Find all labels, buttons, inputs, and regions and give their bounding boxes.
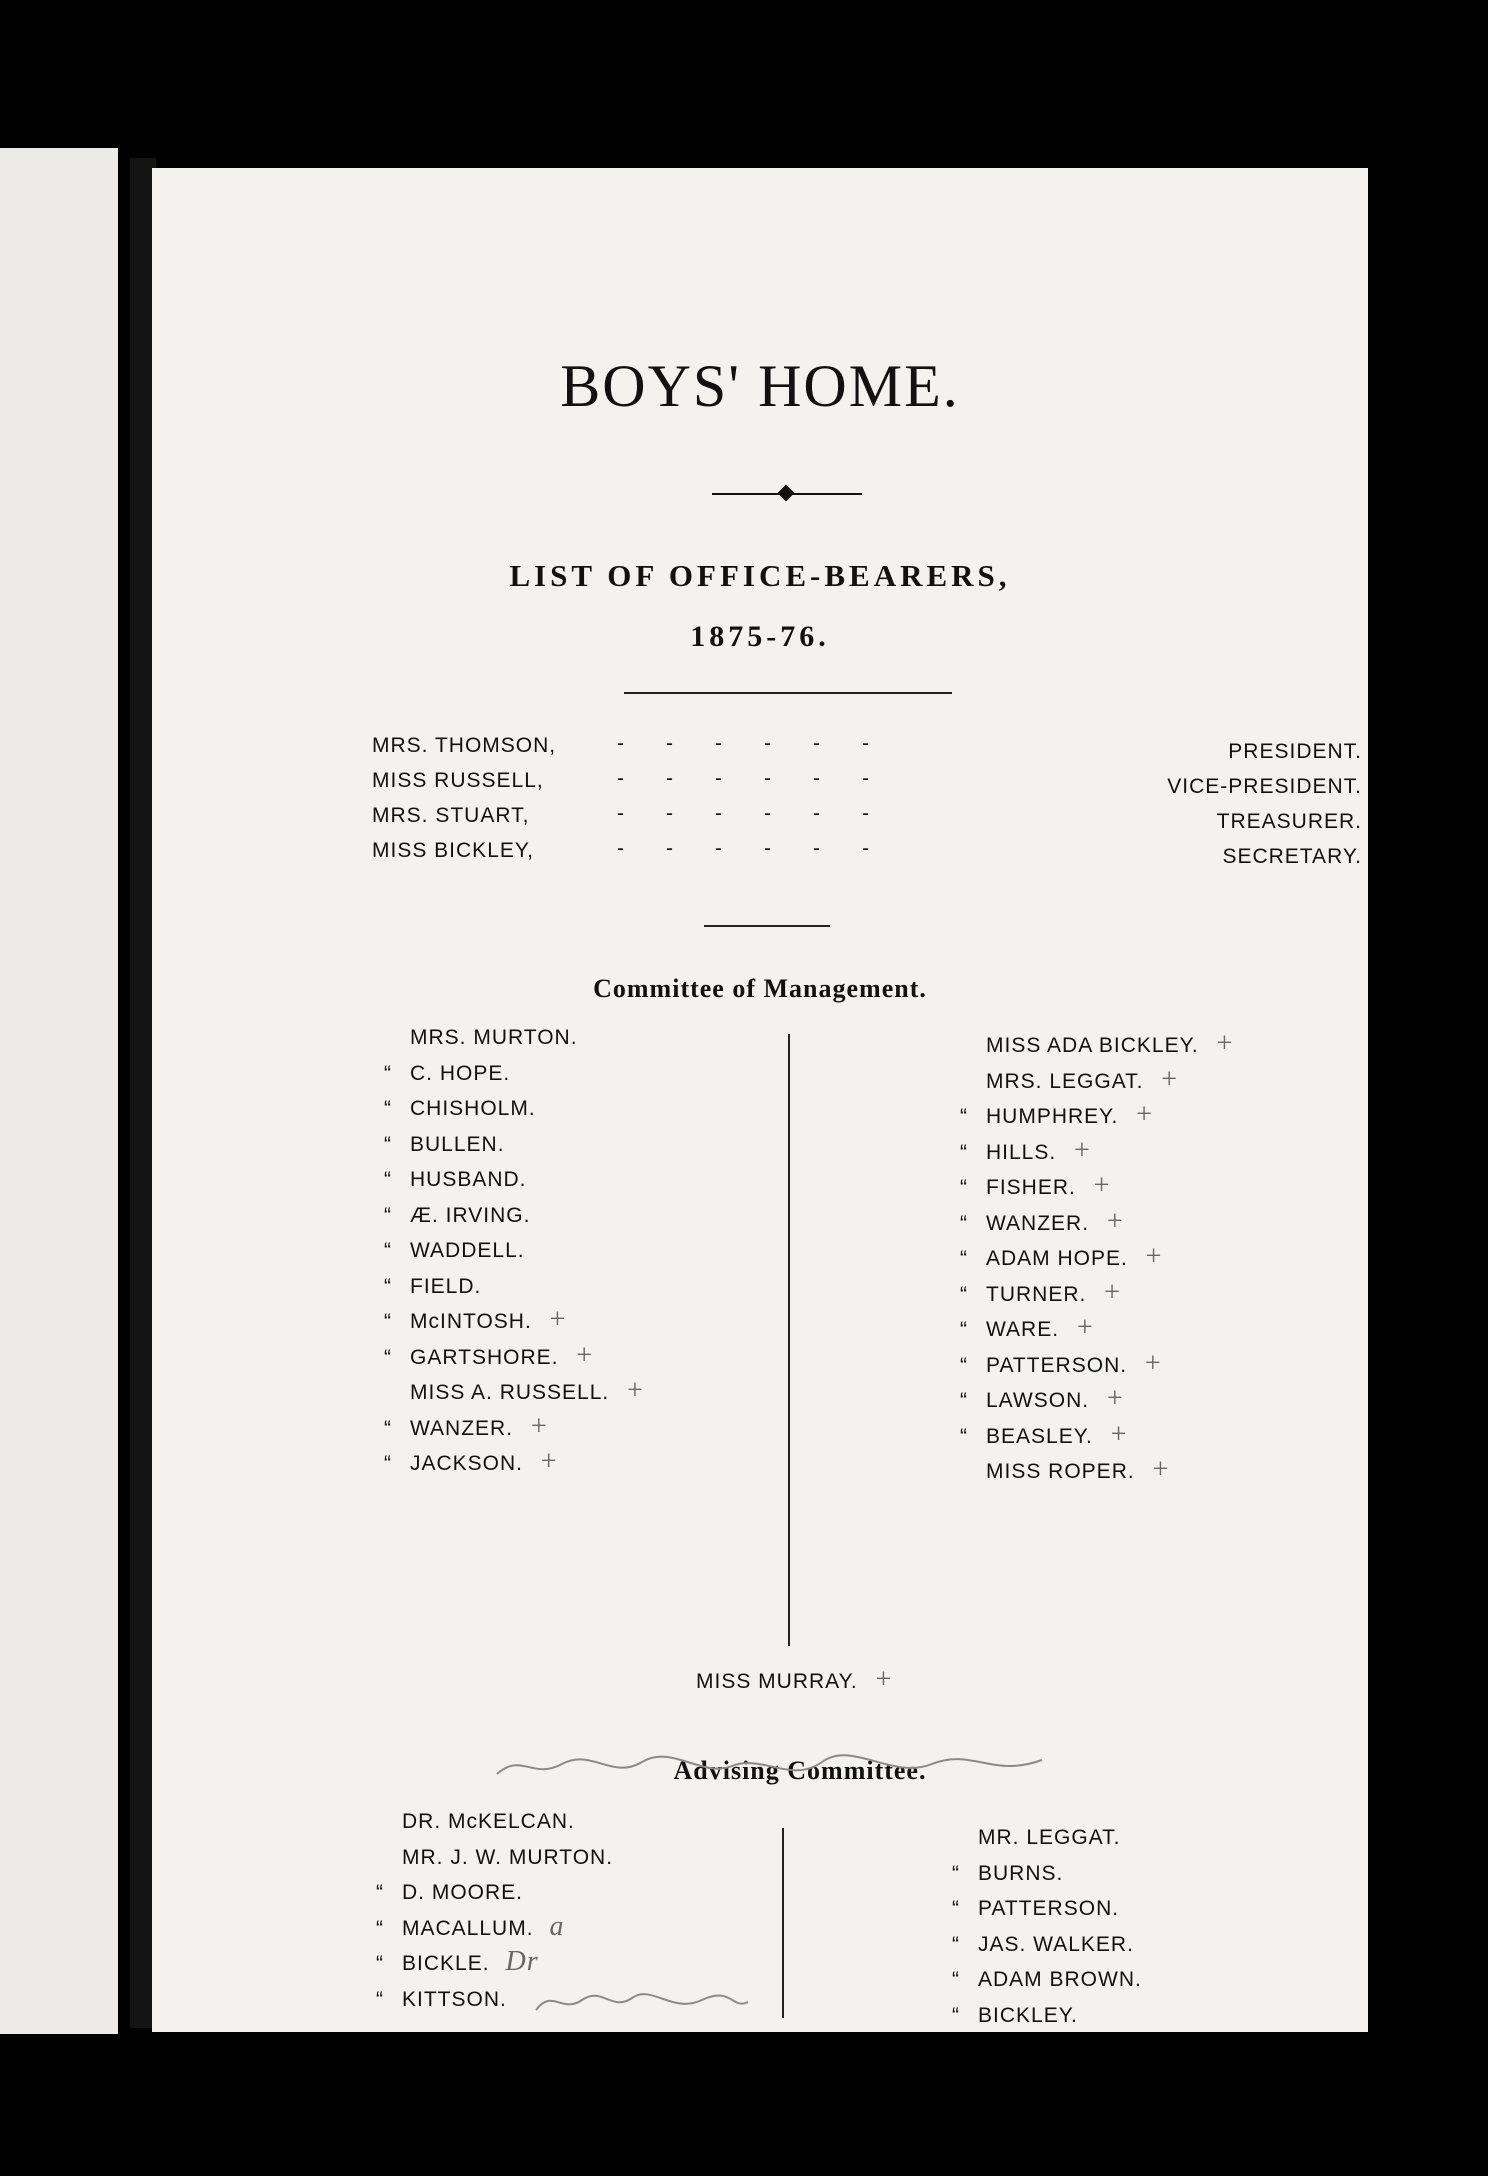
member-entry <box>938 1891 1158 1927</box>
member-entry <box>370 1198 645 1234</box>
management-center-entry <box>696 1664 894 1700</box>
member-name: JACKSON. <box>410 1452 524 1475</box>
officer-row <box>372 804 1362 838</box>
pencil-scribble <box>532 1982 752 2022</box>
officer-title: PRESIDENT. <box>1228 740 1362 763</box>
advising-heading: Advising Committee. <box>673 1756 927 1785</box>
divider-rule <box>704 925 830 927</box>
member-name: MISS ADA BICKLEY. <box>986 1034 1199 1057</box>
member-name: CHISHOLM. <box>410 1097 536 1120</box>
management-left-column <box>370 1020 645 1482</box>
member-name: ADAM HOPE. <box>986 1247 1128 1270</box>
advising-right-column <box>938 1820 1158 2033</box>
title-ornament <box>712 487 862 501</box>
member-name: TURNER. <box>986 1282 1087 1306</box>
member-name: FISHER. <box>986 1176 1076 1199</box>
ditto-mark: “ <box>960 1140 968 1164</box>
member-name: MR. J. W. MURTON. <box>402 1845 614 1869</box>
column-divider <box>782 1828 784 2018</box>
member-name: PATTERSON. <box>986 1353 1128 1377</box>
pencil-mark: + <box>1075 1312 1095 1343</box>
ditto-mark: “ <box>952 1968 960 1991</box>
member-entry <box>946 1028 1235 1064</box>
document-page <box>152 168 1368 2032</box>
member-name: BURNS. <box>978 1861 1064 1885</box>
ditto-mark: “ <box>384 1274 392 1298</box>
ditto-mark: “ <box>384 1239 392 1262</box>
officer-title: VICE-PRESIDENT. <box>1167 775 1362 798</box>
member-entry <box>370 1375 645 1411</box>
management-heading: Committee of Management. <box>593 974 927 1003</box>
member-name: KITTSON. <box>402 1987 507 2011</box>
member-entry <box>370 1056 645 1092</box>
pencil-mark: + <box>1159 1063 1180 1095</box>
member-name: ADAM BROWN. <box>978 1968 1142 1991</box>
ditto-mark: “ <box>952 2003 960 2027</box>
member-name: MISS A. RUSSELL. <box>410 1381 610 1404</box>
leader-dots: ------ <box>617 732 911 755</box>
pencil-mark: + <box>1150 1454 1171 1485</box>
member-entry <box>370 1269 645 1305</box>
member-name: BICKLE. <box>402 1952 490 1975</box>
member-name: WANZER. <box>410 1416 514 1440</box>
member-name: MR. LEGGAT. <box>978 1826 1121 1849</box>
member-name: MISS MURRAY. <box>696 1670 858 1693</box>
ditto-mark: “ <box>960 1176 968 1199</box>
member-entry <box>362 1804 629 1840</box>
member-entry <box>946 1241 1235 1277</box>
officer-name: MISS BICKLEY, <box>372 839 535 862</box>
ditto-mark: “ <box>952 1932 960 1956</box>
ditto-mark: “ <box>952 1861 960 1885</box>
ditto-mark: “ <box>384 1345 392 1369</box>
ditto-mark: “ <box>960 1282 968 1306</box>
member-entry <box>938 1962 1158 1998</box>
member-entry <box>946 1099 1235 1135</box>
pencil-mark: + <box>1214 1028 1235 1059</box>
page-title: BOYS' HOME. <box>560 353 960 419</box>
member-entry <box>370 1091 645 1127</box>
pencil-mark: + <box>1091 1170 1112 1201</box>
ditto-mark: “ <box>960 1318 968 1341</box>
ditto-mark: “ <box>960 1211 968 1235</box>
member-entry <box>370 1411 645 1447</box>
officer-name: MRS. STUART, <box>372 804 530 827</box>
member-entry <box>362 1946 629 1982</box>
ditto-mark: “ <box>384 1061 392 1085</box>
ditto-mark: “ <box>960 1353 968 1377</box>
pencil-mark: a <box>549 1910 565 1942</box>
pencil-mark: + <box>1143 1241 1164 1272</box>
ditto-mark: “ <box>960 1389 968 1412</box>
officer-row <box>372 734 1362 768</box>
ditto-mark: “ <box>384 1452 392 1475</box>
member-name: PATTERSON. <box>978 1897 1120 1920</box>
member-name: LAWSON. <box>986 1389 1090 1412</box>
ditto-mark: “ <box>376 1916 384 1940</box>
member-name: WADDELL. <box>410 1239 525 1262</box>
member-entry <box>938 1927 1158 1963</box>
member-name: HILLS. <box>986 1140 1057 1164</box>
member-name: MACALLUM. <box>402 1916 534 1940</box>
ditto-mark: “ <box>376 1987 384 2011</box>
officer-name: MRS. THOMSON, <box>372 734 557 757</box>
pencil-mark: + <box>1134 1099 1155 1130</box>
member-entry <box>370 1127 645 1163</box>
member-name: MISS ROPER. <box>986 1460 1135 1483</box>
pencil-mark: + <box>1108 1418 1129 1450</box>
ditto-mark: “ <box>384 1203 392 1227</box>
member-entry <box>938 1820 1158 1856</box>
pencil-mark: + <box>547 1304 568 1335</box>
pencil-mark: + <box>539 1446 559 1477</box>
pencil-mark: + <box>1105 1205 1125 1237</box>
officer-title: SECRETARY. <box>1222 845 1362 868</box>
facing-page-edge <box>0 148 118 2034</box>
pencil-scribble <box>492 1750 1052 1774</box>
pencil-mark: + <box>1102 1276 1123 1308</box>
member-name: McINTOSH. <box>410 1310 532 1333</box>
pencil-mark: + <box>873 1664 894 1695</box>
ditto-mark: “ <box>960 1247 968 1270</box>
member-name: HUSBAND. <box>410 1168 527 1191</box>
member-entry <box>946 1419 1235 1455</box>
officer-name: MISS RUSSELL, <box>372 769 544 792</box>
leader-dots: ------ <box>617 767 911 790</box>
member-name: JAS. WALKER. <box>978 1932 1134 1956</box>
member-entry <box>362 1840 629 1876</box>
ditto-mark: “ <box>952 1897 960 1920</box>
member-name: WANZER. <box>986 1211 1090 1235</box>
member-name: WARE. <box>986 1318 1060 1341</box>
member-name: MRS. LEGGAT. <box>986 1069 1144 1093</box>
ditto-mark: “ <box>384 1310 392 1333</box>
member-name: GARTSHORE. <box>410 1345 559 1369</box>
list-heading: LIST OF OFFICE-BEARERS, <box>509 558 1011 593</box>
ditto-mark: “ <box>376 1881 384 1904</box>
officer-row <box>372 839 1362 873</box>
pencil-mark: + <box>574 1339 595 1371</box>
pencil-mark: Dr <box>505 1946 539 1977</box>
ditto-mark: “ <box>384 1168 392 1191</box>
member-entry <box>946 1454 1235 1490</box>
pencil-mark: + <box>1105 1383 1125 1414</box>
officer-title: TREASURER. <box>1216 810 1362 833</box>
pencil-mark: + <box>1143 1347 1163 1379</box>
member-entry <box>946 1348 1235 1384</box>
member-entry <box>946 1206 1235 1242</box>
ditto-mark: “ <box>960 1105 968 1128</box>
member-entry <box>370 1340 645 1376</box>
pencil-mark: + <box>529 1410 549 1442</box>
member-entry <box>946 1170 1235 1206</box>
member-entry <box>370 1162 645 1198</box>
member-name: FIELD. <box>410 1274 482 1298</box>
pencil-mark: + <box>625 1375 646 1406</box>
leader-dots: ------ <box>617 802 911 825</box>
column-divider <box>788 1034 790 1646</box>
member-name: HUMPHREY. <box>986 1105 1119 1128</box>
ditto-mark: “ <box>384 1416 392 1440</box>
member-entry <box>946 1064 1235 1100</box>
ditto-mark: “ <box>376 1952 384 1975</box>
officer-row <box>372 769 1362 803</box>
member-entry <box>370 1020 645 1056</box>
management-right-column <box>946 1028 1235 1490</box>
member-name: MRS. MURTON. <box>410 1026 578 1049</box>
member-entry <box>938 1998 1158 2034</box>
member-entry <box>946 1135 1235 1171</box>
pencil-mark: + <box>1072 1134 1093 1166</box>
member-entry <box>362 1875 629 1911</box>
member-name: C. HOPE. <box>410 1061 511 1085</box>
member-entry <box>938 1856 1158 1892</box>
member-name: BULLEN. <box>410 1132 505 1156</box>
member-entry <box>946 1277 1235 1313</box>
member-entry <box>370 1304 645 1340</box>
member-entry <box>946 1383 1235 1419</box>
member-name: BICKLEY. <box>978 2003 1078 2027</box>
year-heading: 1875-76. <box>690 620 830 653</box>
divider-rule <box>624 692 952 694</box>
member-entry <box>362 1911 629 1947</box>
member-name: Æ. IRVING. <box>410 1203 531 1227</box>
ditto-mark: “ <box>384 1132 392 1156</box>
ditto-mark: “ <box>960 1424 968 1448</box>
ditto-mark: “ <box>384 1097 392 1120</box>
member-entry <box>370 1233 645 1269</box>
member-entry <box>946 1312 1235 1348</box>
leader-dots: ------ <box>617 837 911 860</box>
member-name: DR. McKELCAN. <box>402 1810 575 1833</box>
member-entry <box>370 1446 645 1482</box>
member-name: D. MOORE. <box>402 1881 524 1904</box>
member-name: BEASLEY. <box>986 1424 1093 1448</box>
